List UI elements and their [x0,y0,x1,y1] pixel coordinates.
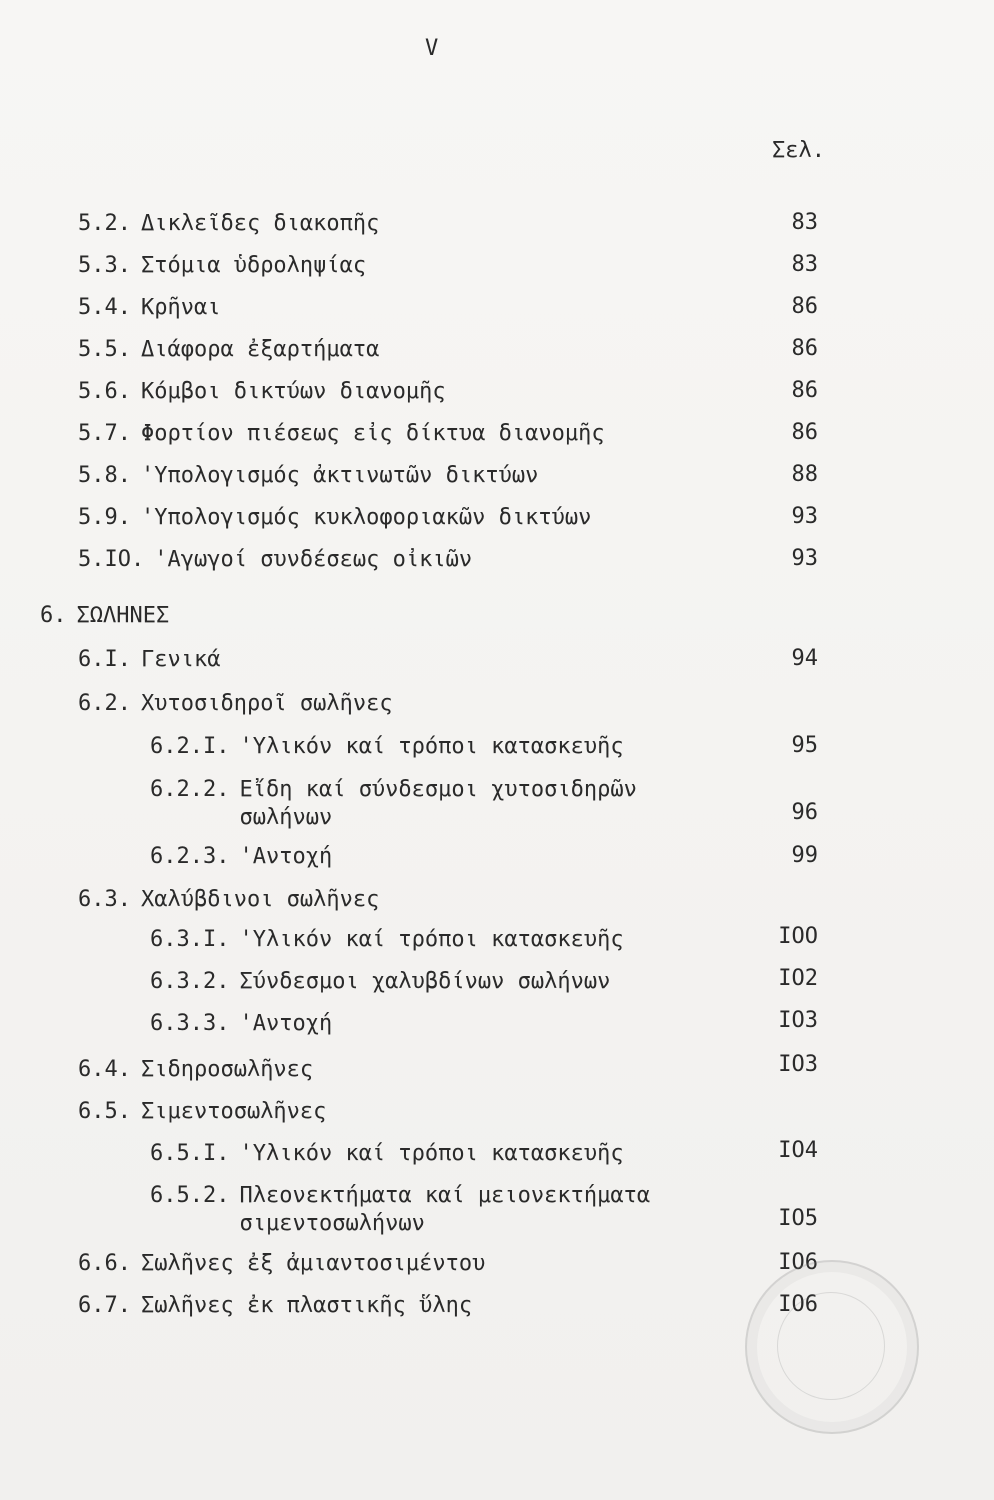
toc-entry [78,1250,485,1278]
page-number: V [425,36,440,61]
toc-entry [150,733,624,761]
toc-entry-title: Κόμβοι δικτύων διανομῆς [140,379,446,404]
toc-section-heading [40,602,169,630]
toc-entry-title: 'Αντοχή [239,1011,333,1036]
toc-entry [78,420,605,448]
toc-entry-number: 5.9. [78,505,131,530]
toc-entry-title: Διάφορα ἐξαρτήματα [140,337,380,362]
toc-entry-page: 96 [791,800,818,825]
toc-entry-title: ΣΩΛΗΝΕΣ [76,603,170,628]
toc-entry [150,926,624,954]
toc-entry [78,294,220,322]
library-stamp [745,1260,919,1434]
toc-entry-number: 6.3.I. [150,927,230,952]
toc-entry [78,504,591,532]
toc-entry-number: 5.6. [78,379,131,404]
toc-entry-number: 6.5.I. [150,1141,230,1166]
toc-entry-title: Φορτίον πιέσεως εἰς δίκτυα διανομῆς [140,421,605,446]
toc-entry-title: Χυτοσιδηροῖ σωλῆνες [140,691,393,716]
toc-entry-number: 6.2.3. [150,844,230,869]
toc-entry-page: 86 [791,336,818,361]
toc-entry-title: Δικλεῖδες διακοπῆς [140,211,380,236]
toc-entry-title: 'Υπολογισμός κυκλοφοριακῶν δικτύων [140,505,592,530]
toc-entry-title: 'Υλικόν καί τρόποι κατασκευῆς [239,1141,624,1166]
toc-entry-title: 'Αγωγοί συνδέσεως οἰκιῶν [154,547,473,572]
toc-entry [78,336,379,364]
toc-entry-title: 'Υλικόν καί τρόποι κατασκευῆς [239,734,624,759]
toc-entry-page: IO4 [778,1138,818,1163]
toc-entry [78,690,393,718]
toc-entry-number: 6.3. [78,887,131,912]
toc-entry-number: 6.4. [78,1057,131,1082]
toc-entry-number: 5.5. [78,337,131,362]
toc-entry [150,843,332,871]
toc-entry-number: 5.3. [78,253,131,278]
toc-entry-number: 6.7. [78,1293,131,1318]
toc-entry-number: 5.7. [78,421,131,446]
toc-entry-title: Χαλύβδινοι σωλῆνες [140,887,380,912]
toc-entry-number: 5.2. [78,211,131,236]
toc-entry-title: Γενικά [140,647,221,672]
toc-entry-page: 83 [791,210,818,235]
toc-entry [78,210,379,238]
toc-entry-page: IO2 [778,966,818,991]
toc-entry [78,1056,313,1084]
toc-entry-page: IO6 [778,1292,818,1317]
toc-entry-page: 83 [791,252,818,277]
toc-entry-page: 86 [791,420,818,445]
toc-entry-number: 6.5.2. [150,1183,230,1208]
toc-entry-page: 86 [791,294,818,319]
toc-entry-page: IO3 [778,1052,818,1077]
toc-entry-title: 'Υλικόν καί τρόποι κατασκευῆς [239,927,624,952]
toc-entry [78,1292,472,1320]
toc-entry-title: Κρῆναι [140,295,221,320]
toc-entry-number: 5.8. [78,463,131,488]
toc-entry-title: Στόμια ὑδροληψίας [140,253,367,278]
toc-entry-page: 86 [791,378,818,403]
toc-entry-number: 6.3.2. [150,969,230,994]
toc-entry [150,1182,709,1238]
toc-entry-title: Σωλῆνες ἐξ ἀμιαντοσιμέντου [140,1251,486,1276]
toc-entry-page: 88 [791,462,818,487]
toc-entry-title: 'Υπολογισμός ἀκτινωτῶν δικτύων [140,463,539,488]
toc-entry-page: 99 [791,843,818,868]
toc-entry [150,1140,624,1168]
toc-entry-page: 93 [791,546,818,571]
toc-entry-page: 95 [791,733,818,758]
toc-entry-number: 6.3.3. [150,1011,230,1036]
toc-entry-title: 'Αντοχή [239,844,333,869]
toc-entry-page: 93 [791,504,818,529]
toc-entry [150,1010,332,1038]
toc-entry-number: 6.5. [78,1099,131,1124]
toc-entry [78,1098,326,1126]
toc-entry [150,776,679,832]
toc-entry-number: 5.IO. [78,547,145,572]
toc-entry [78,462,538,490]
page-column-header: Σελ. [772,138,825,163]
toc-entry-title: Σύνδεσμοι χαλυβδίνων σωλήνων [239,969,611,994]
toc-entry-number: 6.2.2. [150,777,230,802]
toc-entry-number: 6.2.I. [150,734,230,759]
toc-entry-title: Σωλῆνες ἐκ πλαστικῆς ὕλης [140,1293,473,1318]
toc-entry [78,546,472,574]
toc-entry [78,252,366,280]
toc-entry-page: IOO [778,924,818,949]
toc-entry-title: Σιμεντοσωλῆνες [140,1099,327,1124]
toc-entry-title: Σιδηροσωλῆνες [140,1057,314,1082]
toc-entry-number: 6. [40,603,67,628]
toc-entry-number: 6.I. [78,647,131,672]
toc-entry-number: 5.4. [78,295,131,320]
toc-entry [78,886,379,914]
toc-entry-title: Εἴδη καί σύνδεσμοι χυτοσιδηρῶν σωλήνων [239,777,637,830]
toc-entry [78,646,220,674]
toc-entry-page: IO5 [778,1206,818,1231]
toc-entry-page: 94 [791,646,818,671]
toc-entry-number: 6.6. [78,1251,131,1276]
toc-entry [78,378,446,406]
toc-entry-page: IO6 [778,1250,818,1275]
toc-entry [150,968,610,996]
toc-entry-number: 6.2. [78,691,131,716]
toc-entry-title: Πλεονεκτήματα καί μειονεκτήματα σιμεντοσωλήνων [239,1183,651,1236]
toc-entry-page: IO3 [778,1008,818,1033]
